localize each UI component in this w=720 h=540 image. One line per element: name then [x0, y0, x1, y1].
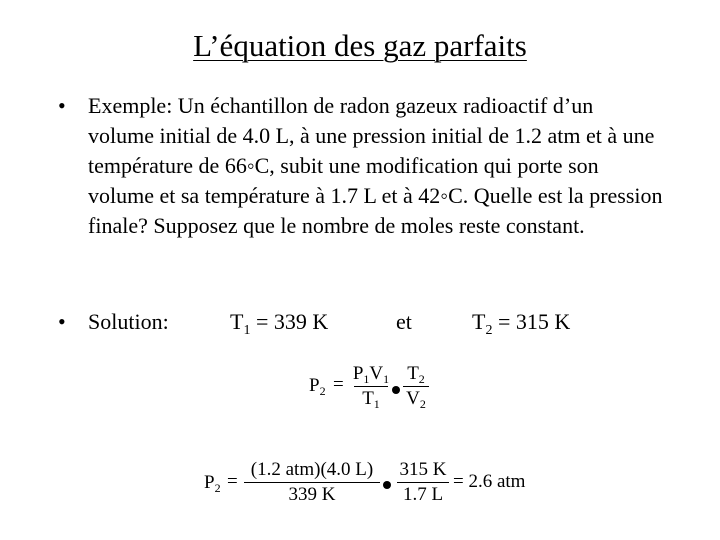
formula2-result: = 2.6 atm — [453, 471, 526, 492]
example-bullet: • — [58, 93, 66, 118]
formula1-frac1-numerator — [353, 363, 389, 385]
formula2-frac2-denominator: 1.7 L — [402, 484, 444, 505]
formula2-lhs-sub: 2 — [214, 481, 221, 495]
example-text: Exemple: Un échantillon de radon gazeux radioactif d’un volume initial de 4.0 L, à une pression initial de 1.2 atm et à une température de 66◦C, subit une modification qui porte son volume et sa température à 1.7 L et à 42◦C. Quelle est la pression finale? Supposez que le nombre de moles reste constant. — [88, 93, 663, 238]
formula1-equals: = — [333, 374, 344, 395]
solution-bullet: • — [58, 309, 66, 334]
formula2-equals: = — [227, 471, 238, 492]
formula1-fraction-1 — [354, 363, 388, 410]
formula1-lhs-symbol: P — [309, 375, 320, 396]
formula1-frac2-numerator — [407, 363, 425, 385]
frac1-t: T — [362, 388, 374, 409]
frac2-v-sub: 2 — [419, 397, 426, 411]
formula1-lhs-sub: 2 — [319, 384, 326, 398]
frac1-p-sub: 1 — [363, 372, 370, 386]
frac1-v: V — [369, 363, 384, 384]
frac2-v: V — [406, 388, 420, 409]
frac2-t: T — [407, 363, 419, 384]
t1-subscript: 1 — [243, 323, 251, 338]
formula1-frac2-bar — [403, 386, 429, 387]
formula1-frac1-bar — [354, 386, 388, 387]
formula2-fraction-1 — [244, 459, 380, 506]
solution-label: Solution: — [88, 309, 169, 334]
t2-value: = 315 K — [492, 309, 571, 334]
frac2-t-sub: 2 — [418, 372, 425, 386]
t2-subscript: 2 — [485, 323, 493, 338]
page-title: L’équation des gaz parfaits — [193, 28, 527, 63]
multiply-dot-2 — [383, 481, 391, 489]
formula2-frac1-denominator: 339 K — [288, 484, 336, 505]
multiply-dot-1 — [392, 386, 400, 394]
formula1-frac1-denominator — [362, 388, 380, 410]
frac1-p: P — [352, 363, 364, 384]
t1-expression — [230, 307, 328, 337]
connector-et: et — [396, 309, 412, 334]
formula2-lhs — [204, 472, 221, 494]
formula2-fraction-2 — [397, 459, 449, 506]
formula1-fraction-2 — [403, 363, 429, 410]
frac1-t-sub: 1 — [373, 397, 380, 411]
formula2-frac2-bar — [397, 482, 449, 483]
formula2-frac1-numerator: (1.2 atm)(4.0 L) — [250, 459, 374, 480]
formula2-frac1-bar — [244, 482, 380, 483]
t1-symbol: T — [230, 309, 244, 334]
formula2-lhs-symbol: P — [204, 472, 215, 493]
frac1-v-sub: 1 — [383, 372, 390, 386]
t1-value: = 339 K — [250, 309, 329, 334]
formula1-frac2-denominator — [406, 388, 426, 410]
formula2-frac2-numerator: 315 K — [399, 459, 447, 480]
t2-symbol: T — [472, 309, 486, 334]
formula1-lhs — [309, 375, 326, 397]
t2-expression — [472, 307, 570, 337]
